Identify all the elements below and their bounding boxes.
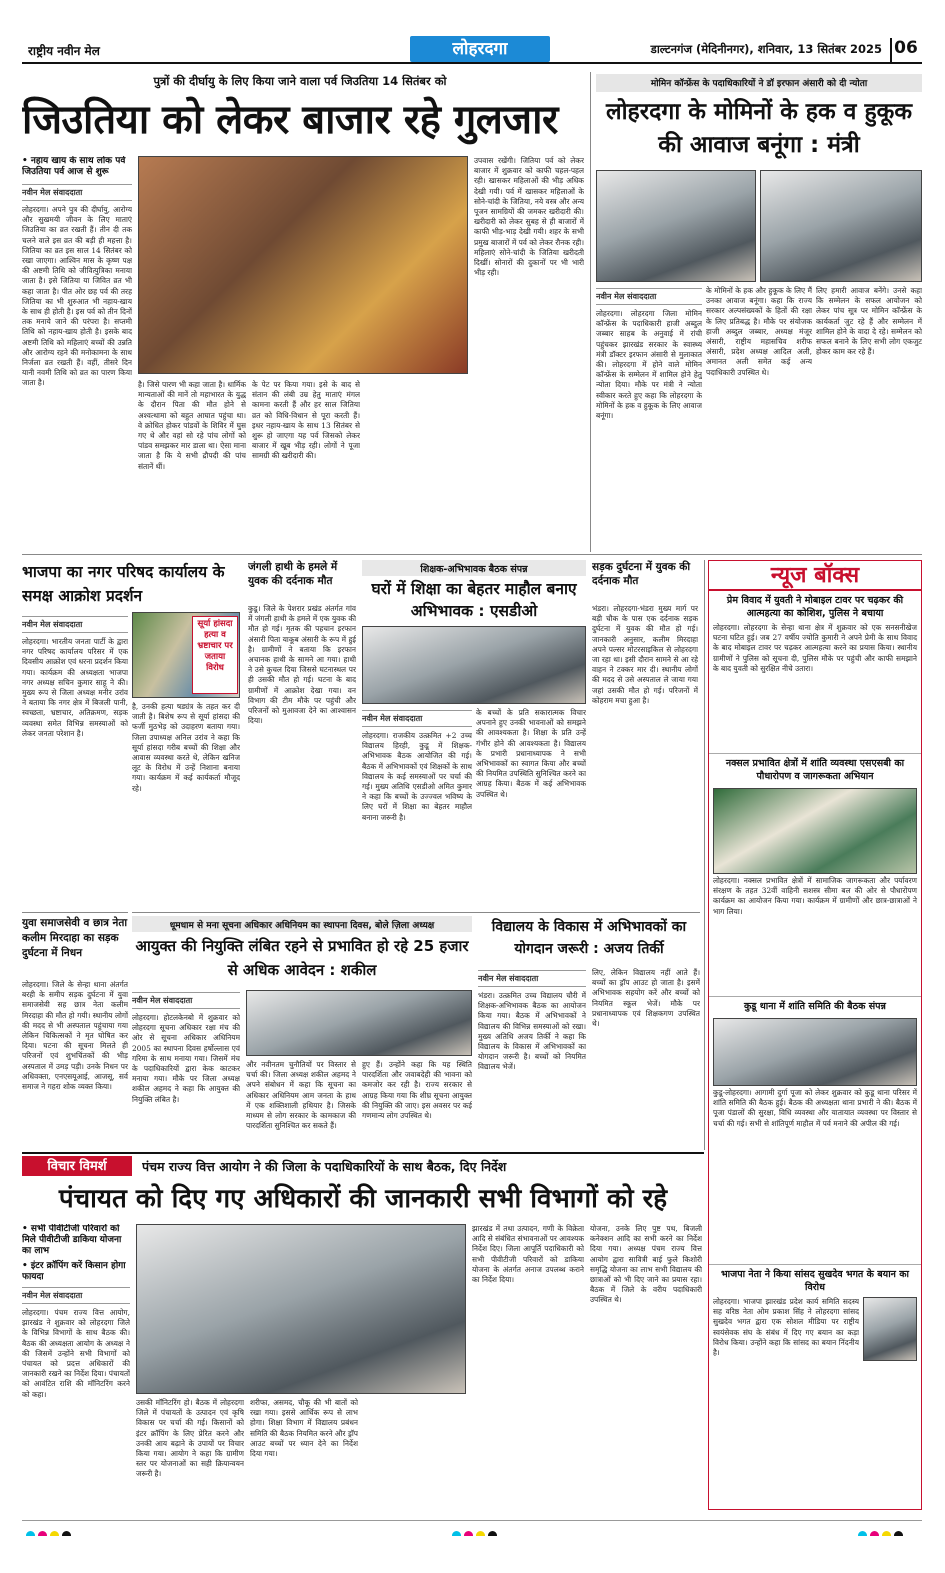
vichar-body-c: शरीफा, असमद, चौकू की भी बातों को रखा गया। इससे आर्थिक रूप से लाभ होगा। शिक्षा विभाग में विद्यालय प्रबंधन समिति की बैठक नियमित करने और ड्रॉप आउट बच्चों पर ध्यान देने का निर्देश दिया गया। bbox=[250, 1398, 358, 1459]
lead-sidebar bbox=[22, 156, 132, 546]
news-story2-photo bbox=[713, 788, 917, 874]
registration-marks-center bbox=[452, 1525, 512, 1536]
vichar-kicker: पंचम राज्य वित्त आयोग ने की जिला के पदाधिकारियों के साथ बैठक, दिए निर्देश bbox=[142, 1159, 507, 1174]
rti-kicker: धूमधाम से मना सूचना अधिकार अधिनियम का स्थापना दिवस, बोले ज़िला अध्यक्ष bbox=[132, 916, 472, 932]
vichar-headline: पंचायत को दिए गए अधिकारों की जानकारी सभी विभागों को रहे bbox=[58, 1184, 668, 1214]
news-story1-headline: प्रेम विवाद में युवती ने मोबाइल टावर पर चढ़कर की आत्महत्या का कोशिश, पुलिस ने बचाया bbox=[726, 595, 904, 619]
sdo-col-1 bbox=[362, 708, 472, 908]
momin-body-a: लोहरदगा। लोहरदगा जिला मोमिन कॉन्फ्रेंस के पदाधिकारी हाजी अब्दुल जब्बार साहब के अनुवाई में रांची पहुंचकर झारखंड सरकार के स्वास्थ्य मंत्री डॉक्टर इरफान अंसारी से मुलाकात की। लोहरदगा में होने वाले मोमिन कॉन्फ्रेंस के सम्मेलन में शामिल होने हेतु न्योता दिया। मौके पर मंत्री ने न्योता स्वीकार करते हुए कहा कि लोहरदगा के मोमिनों के हक व हुकूक के लिए आवाज बनूंगा। bbox=[596, 309, 702, 421]
sdo-body-a: लोहरदगा। राजकीय उत्क्रमित +2 उच्च विद्यालय हिरही, कुडू में शिक्षक-अभिभावक बैठक आयोजित की गई। बैठक में अभिभावकों एवं शिक्षकों के साथ विद्यालय के कई समस्याओं पर चर्चा की गई। मुख्य अतिथि एसडीओ अमित कुमार ने कहा कि बच्चों के उज्ज्वल भविष्य के लिए घरों में शिक्षा का बेहतर माहौल बनाना जरूरी है। bbox=[362, 731, 472, 822]
reg-black bbox=[62, 1531, 71, 1536]
rti-photo bbox=[246, 990, 472, 1056]
vichar-photo bbox=[136, 1224, 466, 1394]
yuva-body: लोहरदगा। जिले के सेन्हा थाना अंतर्गत बरही के समीप सड़क दुर्घटना में युवा समाजसेवी सह छात्र नेता कलीम मिरदाहा की मौत हो गयी। स्थानीय लोगों की मदद से भी अस्पताल पहुंचाया गया लेकिन चिकित्सकों ने मृत घोषित कर दिया। घटना की सूचना मिलते ही परिजनों एवं शुभचिंतकों की भीड़ अस्पताल में उमड़ पड़ी। उनके निधन पर अधिवक्ता, एनएसयूआई, आजसू, सर्व समाज ने गहरा शोक व्यक्त किया। bbox=[22, 980, 128, 1092]
accident-headline: सड़क दुर्घटना में युवक की दर्दनाक मौत bbox=[592, 561, 691, 587]
momin-body-c: लिए हमारी आवाज बनेंगे। उनसे कहा कि सम्मेलन के सफल आयोजन को लेकर पांच सूत्र पर मोमिन कॉन्फ्रेंस के कार्यकर्ता जुट रहे हैं और सम्मेलन में शामिल होने के वादा दे रहे। सम्मेलन को सफल बनाने के लिए सभी लोग एकजुट होकर काम कर रहे हैं। bbox=[816, 286, 922, 357]
momin-byline: नवीन मेल संवाददाता bbox=[596, 288, 702, 305]
page-number: 06 bbox=[890, 38, 920, 62]
dateline: डाल्टनगंज (मेदिनीनगर), शनिवार, 13 सितंबर 2025 bbox=[650, 42, 882, 56]
vichar-body-e: योजना, उनके लिए पुष्ट पथ, बिजली कनेक्शन आदि का सभी करने का निर्देश दिया गया। अध्यक्ष पंचम राज्य वित्त आयोग द्वारा सावित्री बाई फुले किशोरी समृद्धि योजना का लाभ सभी विद्यालय की छात्राओं को भी दिए जाने का प्रयास रहा। बैठक में जिले के वरीय पदाधिकारी उपस्थित थे। bbox=[590, 1224, 702, 1305]
rti-byline: नवीन मेल संवाददाता bbox=[132, 992, 240, 1009]
reg-magenta bbox=[464, 1531, 473, 1536]
accident-body: भंडरा। लोहरदगा-भंडरा मुख्य मार्ग पर बड़ी चौक के पास एक दर्दनाक सड़क दुर्घटना में युवक की मौत हो गई। जानकारी अनुसार, कलीम मिरदाहा अपने पल्सर मोटरसाइकिल से लोहरदगा जा रहा था। इसी दौरान सामने से आ रहे वाहन ने टक्कर मार दी। स्थानीय लोगों की मदद से उसे अस्पताल ले जाया गया जहां उसकी मौत हो गई। परिजनों में कोहराम मचा हुआ है। bbox=[592, 604, 698, 705]
news-story4-body: लोहरदगा। भाजपा झारखंड प्रदेश कार्य समिति सदस्य सह वरिष्ठ नेता ओम प्रकाश सिंह ने लोहरदगा सांसद सुखदेव भगत द्वारा एक सोशल मीडिया पर राष्ट्रीय स्वयंसेवक संघ के संबंध में दिए गए बयान का कड़ा विरोध किया। उन्होंने कहा कि सांसद का बयान निंदनीय है। bbox=[713, 1297, 859, 1358]
lead-kicker: पुत्रों की दीर्घायु के लिए किया जाने वाला पर्व जिउतिया 14 सितंबर को bbox=[85, 72, 515, 92]
school-body-b: लिए, लेकिन विद्यालय नहीं आते हैं। बच्चों का ड्रॉप आउट हो जाता है। इसमें अभिभावक सहयोग करें और बच्चों को नियमित स्कूल भेजें। मौके पर प्रधानाध्यापक एवं शिक्षकगण उपस्थित थे। bbox=[592, 968, 700, 1029]
momin-body-b: के मोमिनों के हक और हुकूक के लिए मैं उनका आवाज बनूंगा। कहा कि राज्य सरकार अल्पसंख्यकों के हितों की रक्षा के लिए प्रतिबद्ध है। मौके पर संयोजक हाजी अब्दुल जब्बार, अध्यक्ष मंजूर अंसारी, राष्ट्रीय महासचिव शरीफ अंसारी, प्रदेश अध्यक्ष आदिल अली, अमानत अली समेत कई अन्य पदाधिकारी उपस्थित थे। bbox=[706, 286, 812, 377]
reg-magenta bbox=[38, 1531, 47, 1536]
news-story1-body: लोहरदगा। लोहरदगा के सेन्हा थाना क्षेत्र में शुक्रवार को एक सनसनीखेज घटना घटित हुई। जब 27 वर्षीय ज्योति कुमारी ने अपने प्रेमी के साथ विवाद के बाद मोबाइल टावर पर चढ़कर आत्महत्या करने का प्रयास किया। स्थानीय ग्रामीणों ने पुलिस को सूचना दी, पुलिस मौके पर पहुंची और काफी समझाने के बाद युवती को सुरक्षित नीचे उतारा। bbox=[713, 623, 917, 673]
reg-black bbox=[488, 1531, 497, 1536]
rti-body-a: लोहरदगा। होटलकेनबो में शुक्रवार को लोहरदगा सूचना अधिकार रक्षा मंच की ओर से सूचना अधिकार अधिनियम 2005 का स्थापना दिवस हर्षोल्लास एवं गरिमा के साथ मनाया गया। जिसमें मंच के पदाधिकारियों द्वारा केक काटकर मनाया गया। मौके पर जिला अध्यक्ष शकील अहमद ने कहा कि आयुक्त की नियुक्ति लंबित है। bbox=[132, 1013, 240, 1104]
news-story3-photo bbox=[713, 1018, 917, 1086]
vichar-body-a: लोहरदगा। पंचम राज्य वित्त आयोग, झारखंड ने शुक्रवार को लोहरदगा जिले के विभिन्न विभागों के साथ बैठक की। बैठक की अध्यक्षता आयोग के अध्यक्ष ने की जिसमें उन्होंने सभी विभागों को पंचायत को प्रदत्त अधिकारों की जानकारी रखने का निर्देश दिया। पंचायतों को आवंटित राशि की मॉनिटरिंग करने को कहा। bbox=[22, 1308, 130, 1399]
lead-body-c: के पेट पर किया गया। इसे के बाद से संतान की लंबी उम्र हेतु माताएं मंगल कामना करती हैं और हर साल जितिया व्रत को विधि-विधान से पूरा करती हैं। इधर नहाय-खाय के साथ 13 सितंबर से शुरू हो जाएगा यह पर्व जिसको लेकर बाजार में खूब भीड़ रही। लोगों ने पूजा सामग्री की खरीदारी की। bbox=[252, 380, 360, 461]
footer bbox=[22, 1520, 922, 1536]
registration-marks-right bbox=[858, 1525, 918, 1536]
vichar-byline: नवीन मेल संवाददाता bbox=[22, 1287, 130, 1304]
sdo-headline: घरों में शिक्षा का बेहतर माहौल बनाए अभिभावक : एसडीओ bbox=[371, 580, 577, 620]
registration-marks-left bbox=[26, 1525, 86, 1536]
school-byline: नवीन मेल संवाददाता bbox=[478, 970, 586, 987]
bjp-headline: भाजपा का नगर परिषद कार्यालय के समक्ष आक्रोश प्रदर्शन bbox=[22, 563, 225, 605]
vichar-body-d: झारखंड में तथा उत्पादन, गणी के विक्रेता आदि से संबंधित संभावनाओं पर आवश्यक निर्देश दिए। जिला आपूर्ति पदाधिकारी को सभी पीवीटीजी परिवारों को डाकिया योजना के अंतर्गत अनाज उपलब्ध कराने का निर्देश दिया। bbox=[472, 1224, 584, 1285]
vichar-body-c-2 bbox=[364, 1398, 466, 1514]
news-story4-photo bbox=[863, 1297, 917, 1361]
reg-magenta bbox=[870, 1531, 879, 1536]
lead-body-c-2 bbox=[366, 380, 470, 548]
sdo-byline: नवीन मेल संवाददाता bbox=[362, 710, 472, 727]
reg-black bbox=[894, 1531, 903, 1536]
elephant-body: कुडू। जिले के पेशरार प्रखंड अंतर्गत गांव में जंगली हाथी के हमले में एक युवक की मौत हो गई। मृतक की पहचान इरफान अंसारी पिता याकूब अंसारी के रूप में हुई है। ग्रामीणों ने बताया कि इरफान अचानक हाथी के सामने आ गया। हाथी ने उसे कुचल दिया जिससे घटनास्थल पर ही उसकी मौत हो गई। घटना के बाद ग्रामीणों में आक्रोश देखा गया। वन विभाग की टीम मौके पर पहुंची और परिजनों को मुआवजा देने का आश्वासन दिया। bbox=[248, 604, 356, 726]
vichar-sidebar bbox=[22, 1224, 130, 1514]
reg-yellow bbox=[50, 1531, 59, 1536]
sdo-kicker: शिक्षक-अभिभावक बैठक संपन्न bbox=[362, 560, 586, 576]
school-col-1 bbox=[478, 968, 586, 1150]
bjp-col-1 bbox=[22, 614, 128, 908]
paper-name: राष्ट्रीय नवीन मेल bbox=[28, 44, 100, 58]
news-box bbox=[708, 560, 922, 1510]
news-story2-headline: नक्सल प्रभावित क्षेत्रों में शांति व्यवस्था एसएसबी का पौधारोपण व जागरूकता अभियान bbox=[709, 753, 921, 786]
reg-yellow bbox=[476, 1531, 485, 1536]
rti-body-c: हुए हैं। उन्होंने कहा कि यह स्थिति पारदर्शिता और जवाबदेही की भावना को कमजोर कर रही है। राज्य सरकार से आग्रह किया गया कि शीघ्र सूचना आयुक्त की नियुक्ति की जाए। इस अवसर पर कई गणमान्य लोग उपस्थित थे। bbox=[362, 1060, 472, 1121]
lead-body-a: लोहरदगा। अपने पुत्र की दीर्घायु, आरोग्य और सुखमयी जीवन के लिए माताएं जिउतिया का व्रत रखती हैं। तीन दी तक चलने वाले इस व्रत की बड़ी ही महत्ता है। जितिया का व्रत इस साल 14 सितंबर को रखा जाएगा। आश्विन मास के कृष्ण पक्ष की अष्टमी तिथि को जीवित्पुत्रिका मनाया जाता है। इसे जितिया या जिवित व्रत भी कहा जाता है। पीत ओर छह पर्व की तरह जितिया का भी शुरुआत भी नहाय-खाय के साथ ही होती है। इस पर्व को तीन दिनों तक मनाये जाने की परंपरा है। सप्तमी तिथि को नहाय-खाय होती है। इसके बाद अष्टमी तिथि को महिलाएं बच्चों की उन्नति और आरोग्य रहने की मनोकामना के साथ निर्जला व्रत रखती हैं। वहीं, तीसरे दिन यानी नवमी तिथि को व्रत का पारण किया जाता है। bbox=[22, 205, 132, 388]
reg-yellow bbox=[882, 1531, 891, 1536]
lead-byline: नवीन मेल संवाददाता bbox=[22, 184, 132, 201]
sdo-photo bbox=[362, 626, 586, 704]
momin-kicker: मोमिन कॉन्फ्रेंस के पदाधिकारियों ने डॉ इरफान अंसारी को दी न्योता bbox=[596, 74, 922, 92]
vichar-bullet-1: • सभी पीवीटीजी परिवारों को मिले पीवीटीजी डाकिया योजना का लाभ bbox=[22, 1224, 122, 1256]
vichar-label: विचार विमर्श bbox=[22, 1156, 132, 1176]
bjp-body-b: है, उनकी हत्या षड्यंत्र के तहत कर दी जाती है। बिशेष रूप से सूर्या हांसदा की फर्जी मुठभेड़ को उदाहरण बताया गया। जिला उपाध्यक्ष अनिल उरांव ने कहा कि सूर्या हांसदा गरीब बच्चों की शिक्षा और आवास व्यवस्था करते थे, लेकिन खनिज लूट के विरोध में उन्हें निशाना बनाया गया। कार्यक्रम में कई कार्यकर्ता मौजूद रहे। bbox=[132, 702, 240, 793]
lead-photo-market bbox=[138, 156, 468, 374]
lead-body-d: उपवास रखेंगी। जितिया पर्व को लेकर बाजार में शुक्रवार को काफी चहल-पहल रही। खासकर महिलाओं की भीड़ अधिक देखी गयी। पर्व में खासकर महिलाओं के सोने-चांदी के जितिया, नये वस्त्र और अन्य पूजन सामग्रियों की जमकर खरीदारी की। खरीदारी को लेकर सुबह से ही बाजारों में काफी भीड़-भाड़ देखी गयी। शहर के सभी प्रमुख बाजारों में पर्व को लेकर रौनक रही। महिलाएं सोने-चांदी के जितिया खरीदती दिखीं। सोनारों की दुकानों पर भी भारी भीड़ रही। bbox=[474, 156, 584, 278]
section-title: लोहरदगा bbox=[410, 36, 550, 62]
yuva-headline: युवा समाजसेवी व छात्र नेता कलीम मिरदाहा का सड़क दुर्घटना में निधन bbox=[22, 917, 128, 959]
news-box-title: न्यूज बॉक्स bbox=[709, 561, 921, 591]
vichar-bullet-2: • इंटर क्रॉपिंग करें किसान होगा फायदा bbox=[22, 1261, 126, 1282]
school-headline: विद्यालय के विकास में अभिभावकों का योगदान जरूरी : अजय तिर्की bbox=[491, 919, 687, 957]
bjp-banner: सूर्या हांसदा हत्या व भ्रष्टाचार पर जताया विरोध bbox=[192, 616, 238, 694]
momin-photo-1 bbox=[596, 170, 756, 282]
momin-byline-col bbox=[596, 286, 702, 548]
lead-bullet: • नहाय खाय के साथ लोक पर्व जिउतिया पर्व आज से शुरू bbox=[22, 156, 126, 177]
school-body-a: भंडरा। उत्क्रमित उच्च विद्यालय चौरी में शिक्षक-अभिभावक बैठक का आयोजन किया गया। बैठक में अभिभावकों ने विद्यालय की विभिन्न समस्याओं को रखा। मुख्य अतिथि अजय तिर्की ने कहा कि विद्यालय के विकास में अभिभावकों का योगदान जरूरी है। बच्चों को नियमित विद्यालय भेजें। bbox=[478, 991, 586, 1072]
reg-cyan bbox=[452, 1531, 461, 1536]
bjp-byline: नवीन मेल संवाददाता bbox=[22, 616, 128, 633]
vichar-strip bbox=[22, 1152, 704, 1176]
lead-body-b: है। जिसे पारण भी कहा जाता है। धार्मिक मान्यताओं की मानें तो महाभारत के युद्ध के दौरान पिता की मौत होने से अश्वत्थामा को बहुत आघात पहुंचा था। वे क्रोधित होकर पांडवों के शिविर में घुस गए थे और वहां सो रहे पांच लोगों को पांडव समझकर मार डाला था। ऐसा माना जाता है कि ये सभी द्रौपदी की पांच संतानें थीं। bbox=[138, 380, 246, 471]
news-story4-headline: भाजपा नेता ने किया सांसद सुखदेव भगत के बयान का विरोध bbox=[709, 1264, 921, 1297]
rti-col-1 bbox=[132, 990, 240, 1150]
news-story3-headline: कुडू थाना में शांति समिति की बैठक संपन्न bbox=[709, 996, 921, 1016]
momin-photo-2 bbox=[760, 170, 922, 282]
vichar-body-b: उसकी मॉनिटरिंग हो। बैठक में लोहरदगा जिले में पंचायतों के उत्पादन एवं कृषि विकास पर चर्चा की गई। किसानों को इंटर क्रॉपिंग के लिए प्रेरित करने और उनकी आय बढ़ाने के उपायों पर विचार किया गया। आयोग ने कहा कि ग्रामीण स्तर पर योजनाओं का सही क्रियान्वयन जरूरी है। bbox=[136, 1398, 244, 1479]
rti-body-b: और नवीनतम चुनौतियों पर विस्तार से चर्चा की। जिला अध्यक्ष शकील अहमद ने अपने संबोधन में कहा कि सूचना का अधिकार अधिनियम आम जनता के हाथ में एक शक्तिशाली हथियार है। जिसके माध्यम से लोग सरकार के कामकाज की पारदर्शिता सुनिश्चित कर सकते हैं। bbox=[246, 1060, 356, 1131]
elephant-headline: जंगली हाथी के हमले में युवक की दर्दनाक मौत bbox=[248, 561, 338, 587]
news-story2-body: लोहरदगा। नक्सल प्रभावित क्षेत्रों में सामाजिक जागरूकता और पर्यावरण संरक्षण के तहत 32वीं वाहिनी सशस्त्र सीमा बल की ओर से पौधारोपण कार्यक्रम का आयोजन किया गया। कार्यक्रम में ग्रामीणों और छात्र-छात्राओं ने भाग लिया। bbox=[713, 876, 917, 916]
momin-headline: लोहरदगा के मोमिनों के हक व हुकूक की आवाज बनूंगा : मंत्री bbox=[605, 99, 912, 158]
rti-headline: आयुक्त की नियुक्ति लंबित रहने से प्रभावित हो रहे 25 हजार से अधिक आवेदन : शकील bbox=[135, 937, 469, 979]
bjp-body-a: लोहरदगा। भारतीय जनता पार्टी के द्वारा नगर परिषद कार्यालय परिसर में एक दिवसीय आक्रोश एवं धरना प्रदर्शन किया गया। कार्यक्रम की अध्यक्षता भाजपा नगर अध्यक्ष सचिन कुमार साहू ने की। मुख्य रूप से जिला अध्यक्ष मनीर उरांव ने बताया कि नगर क्षेत्र में बिजली पानी, स्वच्छता, भ्रष्टाचार, अतिक्रमण, सड़क व्यवस्था समेत विभिन्न समस्याओं को लेकर जनता परेशान है। bbox=[22, 637, 128, 738]
lead-headline: जिउतिया को लेकर बाजार रहे गुलजार bbox=[22, 97, 558, 143]
reg-cyan bbox=[26, 1531, 35, 1536]
sdo-body-b: के बच्चों के प्रति सकारात्मक विचार अपनाने हुए उनकी भावनाओं को समझने की आवश्यकता है। शिक्षा के प्रति उन्हें गंभीर होने की आवश्यकता है। विद्यालय के प्रभारी प्रधानाध्यापक ने सभी अभिभावकों का स्वागत किया और बच्चों की नियमित उपस्थिति सुनिश्चित करने का आग्रह किया। बैठक में कई अभिभावक उपस्थित थे। bbox=[476, 708, 586, 799]
masthead bbox=[22, 34, 922, 64]
news-story3-body: कुडू-लोहरदगा। आगामी दुर्गा पूजा को लेकर शुक्रवार को कुडू थाना परिसर में शांति समिति की बैठक हुई। बैठक की अध्यक्षता थाना प्रभारी ने की। बैठक में पूजा पंडालों की सुरक्षा, विधि व्यवस्था और यातायात व्यवस्था पर विस्तार से चर्चा की गई। सभी से शांतिपूर्ण माहौल में पर्व मनाने की अपील की गई। bbox=[713, 1088, 917, 1128]
reg-cyan bbox=[858, 1531, 867, 1536]
